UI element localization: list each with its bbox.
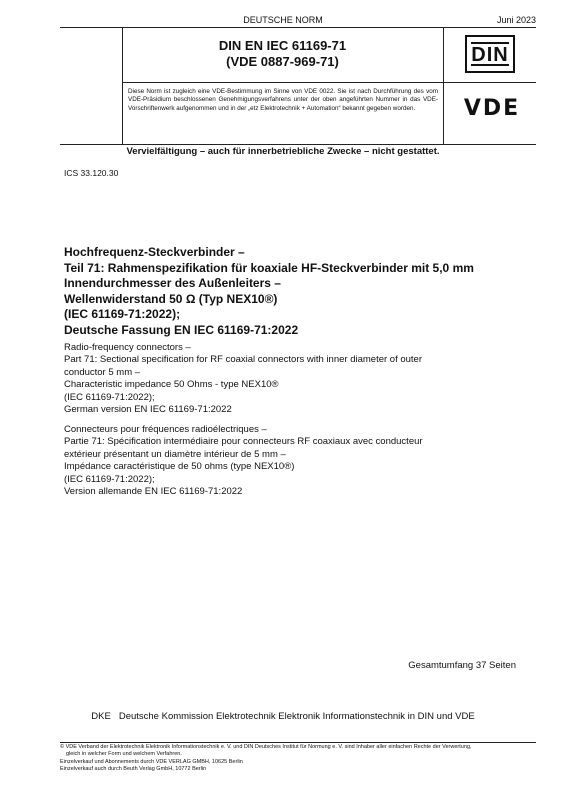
title-english — [64, 342, 534, 416]
box-divider-middle — [122, 82, 536, 83]
standard-header-box — [60, 28, 536, 145]
dke-name: Deutsche Kommission Elektrotechnik Elektronik Informationstechnik in DIN und VDE — [118, 711, 475, 722]
dke-tag: DKE — [91, 711, 111, 722]
footnote-line: gleich in welcher Form und welchem Verfahren. — [66, 751, 182, 758]
title-french-line: extérieur présentant un diamètre intérieur de 5 mm – — [64, 448, 286, 460]
standard-number — [122, 38, 443, 70]
dke-line — [0, 711, 566, 722]
footnote-line: Einzelverkauf und Abonnements durch VDE VERLAG GMBH, 10625 Berlin — [60, 758, 243, 765]
title-french — [64, 424, 534, 498]
din-logo — [465, 35, 515, 73]
title-french-line: Version allemande EN IEC 61169-71:2022 — [64, 486, 243, 498]
standard-number-din: DIN EN IEC 61169-71 — [218, 38, 347, 53]
copy-notice: Vervielfältigung – auch für innerbetriebliche Zwecke – nicht gestattet. — [126, 146, 440, 157]
norm-label: DEUTSCHE NORM — [243, 15, 323, 25]
title-english-line: German version EN IEC 61169-71:2022 — [64, 404, 232, 416]
footnote-line: Einzelverkauf auch durch Beuth Verlag GmbH, 10772 Berlin — [60, 765, 207, 772]
title-french-line: Connecteurs pour fréquences radioélectriques – — [64, 424, 267, 435]
ics-code: ICS 33.120.30 — [64, 168, 119, 178]
title-english-line: Radio-frequency connectors – — [64, 342, 191, 353]
title-german-line: Deutsche Fassung EN IEC 61169-71:2022 — [64, 322, 299, 337]
title-german — [64, 245, 534, 338]
title-french-line: Partie 71: Spécification intermédiaire pour connecteurs RF coaxiaux avec conducteur — [64, 436, 423, 448]
total-pages: Gesamtumfang 37 Seiten — [408, 660, 516, 671]
title-german-line: Teil 71: Rahmenspezifikation für koaxiale HF-Steckverbinder mit 5,0 mm — [64, 260, 474, 275]
footnote-line: © VDE Verband der Elektrotechnik Elektronik Informationstechnik e. V. und DIN Deutsches Institut für Normung e. V. sind Inhaber aller einfachen Rechte der Verwertung, — [60, 744, 472, 750]
title-german-line: Hochfrequenz-Steckverbinder – — [64, 245, 245, 259]
vde-logo: VDE — [463, 96, 521, 121]
standard-number-vde: (VDE 0887-969-71) — [226, 54, 339, 69]
title-french-line: (IEC 61169-71:2022); — [64, 473, 155, 485]
title-german-line: Wellenwiderstand 50 Ω (Typ NEX10®) — [64, 291, 278, 306]
footer-divider — [60, 742, 536, 743]
copyright-footnote — [60, 744, 550, 773]
vde-note: Diese Norm ist zugleich eine VDE-Bestimmung im Sinne von VDE 0022. Sie ist nach Durchführung des vom VDE-Präsidium beschlossenen Genehmigungsverfahrens unter der oben angeführten Nummer in das VDE-Vorschriftenwerk aufgenommen und in der „etz Elektrotechnik + Automation“ bekannt gegeben worden. — [128, 88, 438, 112]
din-logo-band-bottom — [471, 64, 509, 66]
title-german-line: (IEC 61169-71:2022); — [64, 307, 181, 321]
box-divider-right — [443, 28, 444, 144]
title-german-line: Innendurchmesser des Außenleiters – — [64, 276, 281, 290]
title-english-line: Part 71: Sectional specification for RF coaxial connectors with inner diameter of outer — [64, 354, 423, 366]
publication-date: Juni 2023 — [496, 15, 536, 25]
title-english-line: (IEC 61169-71:2022); — [64, 391, 155, 403]
title-english-line: conductor 5 mm – — [64, 366, 141, 378]
title-english-line: Characteristic impedance 50 Ohms - type NEX10® — [64, 379, 279, 391]
din-logo-text: DIN — [471, 44, 509, 66]
title-french-line: Impédance caractéristique de 50 ohms (type NEX10®) — [64, 461, 295, 473]
